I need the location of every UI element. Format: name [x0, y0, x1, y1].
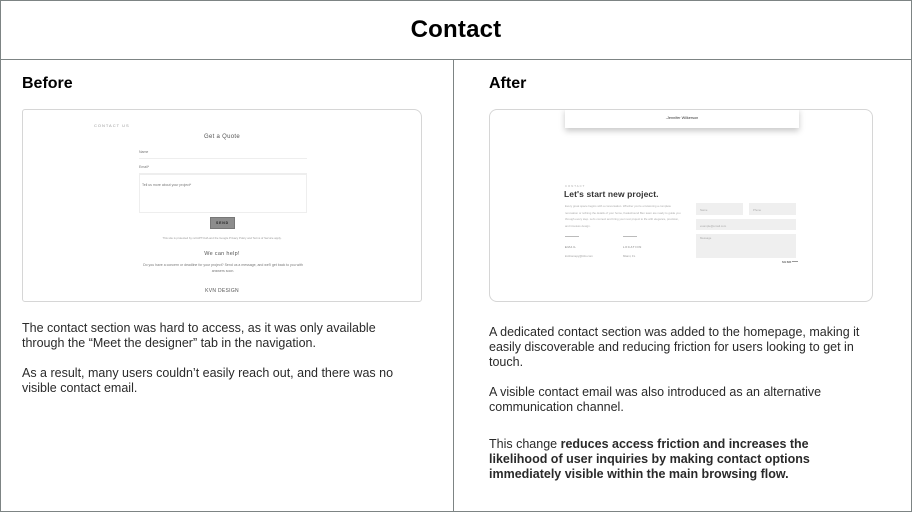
send-button[interactable]: SEND [210, 217, 235, 229]
summary-bold: reduces access friction and increases the likelihood of user inquiries by making contact options immediately visible within the main browsing flow. [489, 437, 810, 481]
title-bar [0, 0, 912, 60]
name-field[interactable]: Name [139, 146, 307, 159]
email-input[interactable]: example@email.com [696, 219, 796, 230]
after-summary [489, 437, 869, 482]
email-field[interactable]: Email* [139, 161, 307, 174]
location-rule [623, 236, 637, 237]
after-paragraph-1: A dedicated contact section was added to the homepage, making it easily discoverable and reducing friction for users looking to get in touch. [489, 325, 860, 369]
after-paragraph-2: A visible contact email was also introduced as an alternative communication channel. [489, 385, 822, 414]
summary-lead: This change [489, 437, 561, 451]
before-heading: Before [22, 75, 73, 92]
before-column [0, 60, 453, 512]
before-paragraph-2: As a result, many users couldn’t easily reach out, and there was no visible contact email. [22, 366, 394, 395]
send-button[interactable]: SEND [782, 260, 792, 264]
testimonial-author: -Jennifer Wilkerson [665, 116, 699, 120]
phone-input[interactable]: Phone [749, 203, 796, 215]
after-heading: After [489, 75, 527, 92]
location-label: LOCATION [623, 245, 642, 249]
email-label: EMAIL [565, 245, 577, 249]
contact-body: Every great space begins with a conversation. Whether you're envisioning a complete renovation or refining the details of your home, Kadeshound Ben team are ready to guide you through every step. Let's connect and bring your next project to life with elegance, precision, and timeless design. [565, 204, 681, 229]
message-input[interactable]: Message [696, 234, 796, 258]
page-title: Contact [410, 15, 502, 43]
brand-name: KVN DESIGN [205, 288, 239, 294]
help-title: We can help! [204, 251, 240, 257]
contact-eyebrow: CONTACT [565, 184, 586, 188]
location-value: Miami, FL [623, 254, 636, 258]
email-rule [565, 236, 579, 237]
before-paragraph-1: The contact section was hard to access, as it was only available through the “Meet the designer” tab in the navigation. [22, 321, 376, 350]
before-screenshot [22, 109, 422, 302]
after-screenshot [489, 109, 873, 302]
contact-us-label: CONTACT US [94, 123, 130, 128]
contact-heading: Let's start new project. [564, 189, 659, 199]
get-a-quote-title: Get a Quote [204, 134, 240, 140]
message-textarea[interactable]: Tell us more about your project* [139, 174, 307, 213]
testimonial-card [565, 109, 799, 128]
name-input[interactable]: Name [696, 203, 743, 215]
email-value[interactable]: kvnhomepy@info.com [565, 254, 593, 258]
after-column [454, 60, 912, 512]
help-text: Do you have a concern or deadline for your project? Send us a message, and we'll get back to you with answers soon. [143, 263, 303, 273]
send-arrow-icon [792, 261, 798, 262]
recaptcha-note: This site is protected by reCAPTCHA and the Google Privacy Policy and Terms of Service apply. [162, 236, 282, 240]
